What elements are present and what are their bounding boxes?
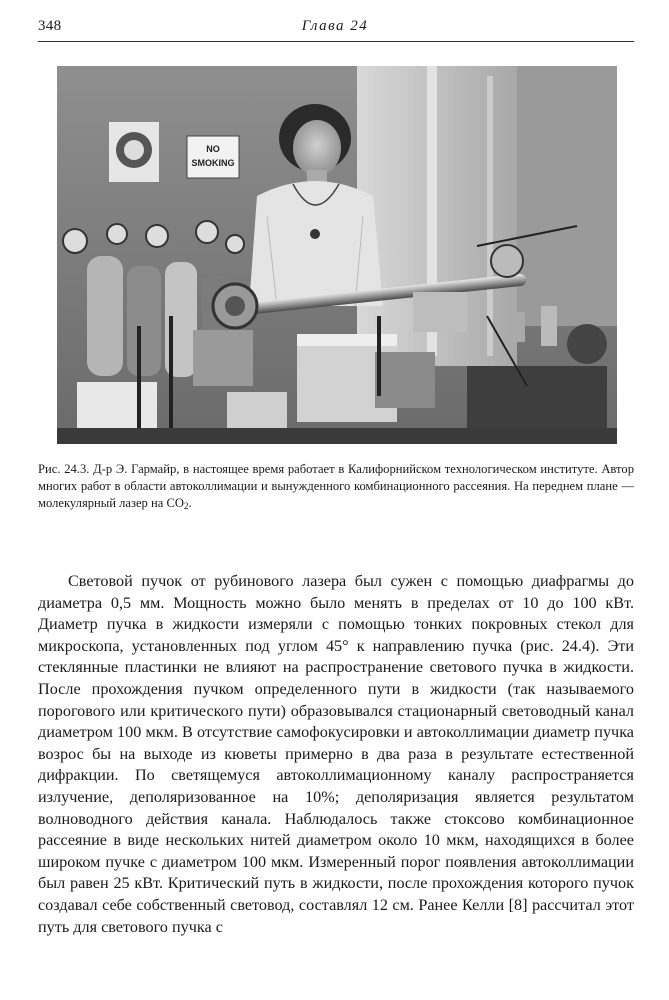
- page-number: 348: [38, 18, 62, 34]
- photo-illustration: [57, 66, 617, 444]
- no-smoking-line2: SMOKING: [191, 158, 235, 168]
- no-smoking-line1: NO: [206, 144, 220, 154]
- no-smoking-sign: [187, 136, 239, 178]
- header-rule: [38, 41, 634, 42]
- caption-subscript: 2: [183, 501, 189, 511]
- page-header: [38, 18, 632, 38]
- running-head: Глава 24: [301, 18, 369, 34]
- caption-text: Рис. 24.3. Д-р Э. Гармайр, в настоящее время работает в Калифорнийском технологическом институте. Автор многих работ в области автоколлимации и вынужденного комбинационного рассеяния. На переднем плане — молекулярный лазер на CO: [38, 462, 634, 510]
- body-paragraph: Световой пучок от рубинового лазера был сужен с помощью диафрагмы до диаметра 0,5 мм. Мощность можно было менять в пределах от 10 до 100 кВт. Диаметр пучка в жидкости измеряли с помощью тонких покровных стекол для микроскопа, установленных под углом 45° к направлению пучка (рис. 24.4). Эти стеклянные пластинки не влияют на распространение светового пучка в жидкости. После прохождения пучком определенного пути в жидкости (так называемого порогового или критического пути) образовывался стационарный световодный канал диаметром 100 мкм. В отсутствие самофокусировки и автоколлимации диаметр пучка возрос бы на выходе из кюветы примерно в два раза в результате естественной дифракции. По светящемуся автоколлимационному каналу распространяется излучение, деполяризованное на 10%; деполяризация является результатом волноводного действия канала. Наблюдалось также стоксово комбинационное рассеяние в виде нескольких нитей диаметром около 10 мкм, находящихся в более широком пучке с диаметром 100 мкм. Измеренный порог появления автоколлимации был равен 25 кВт. Критический путь в жидкости, после прохождения которого пучок создавал себе собственный световод, составлял 12 см. Ранее Келли [8] рассчитал этот путь для светового пучка с: [38, 572, 634, 936]
- figure-caption: [38, 461, 634, 512]
- caption-end: .: [188, 496, 192, 510]
- lab-photograph: [57, 66, 617, 444]
